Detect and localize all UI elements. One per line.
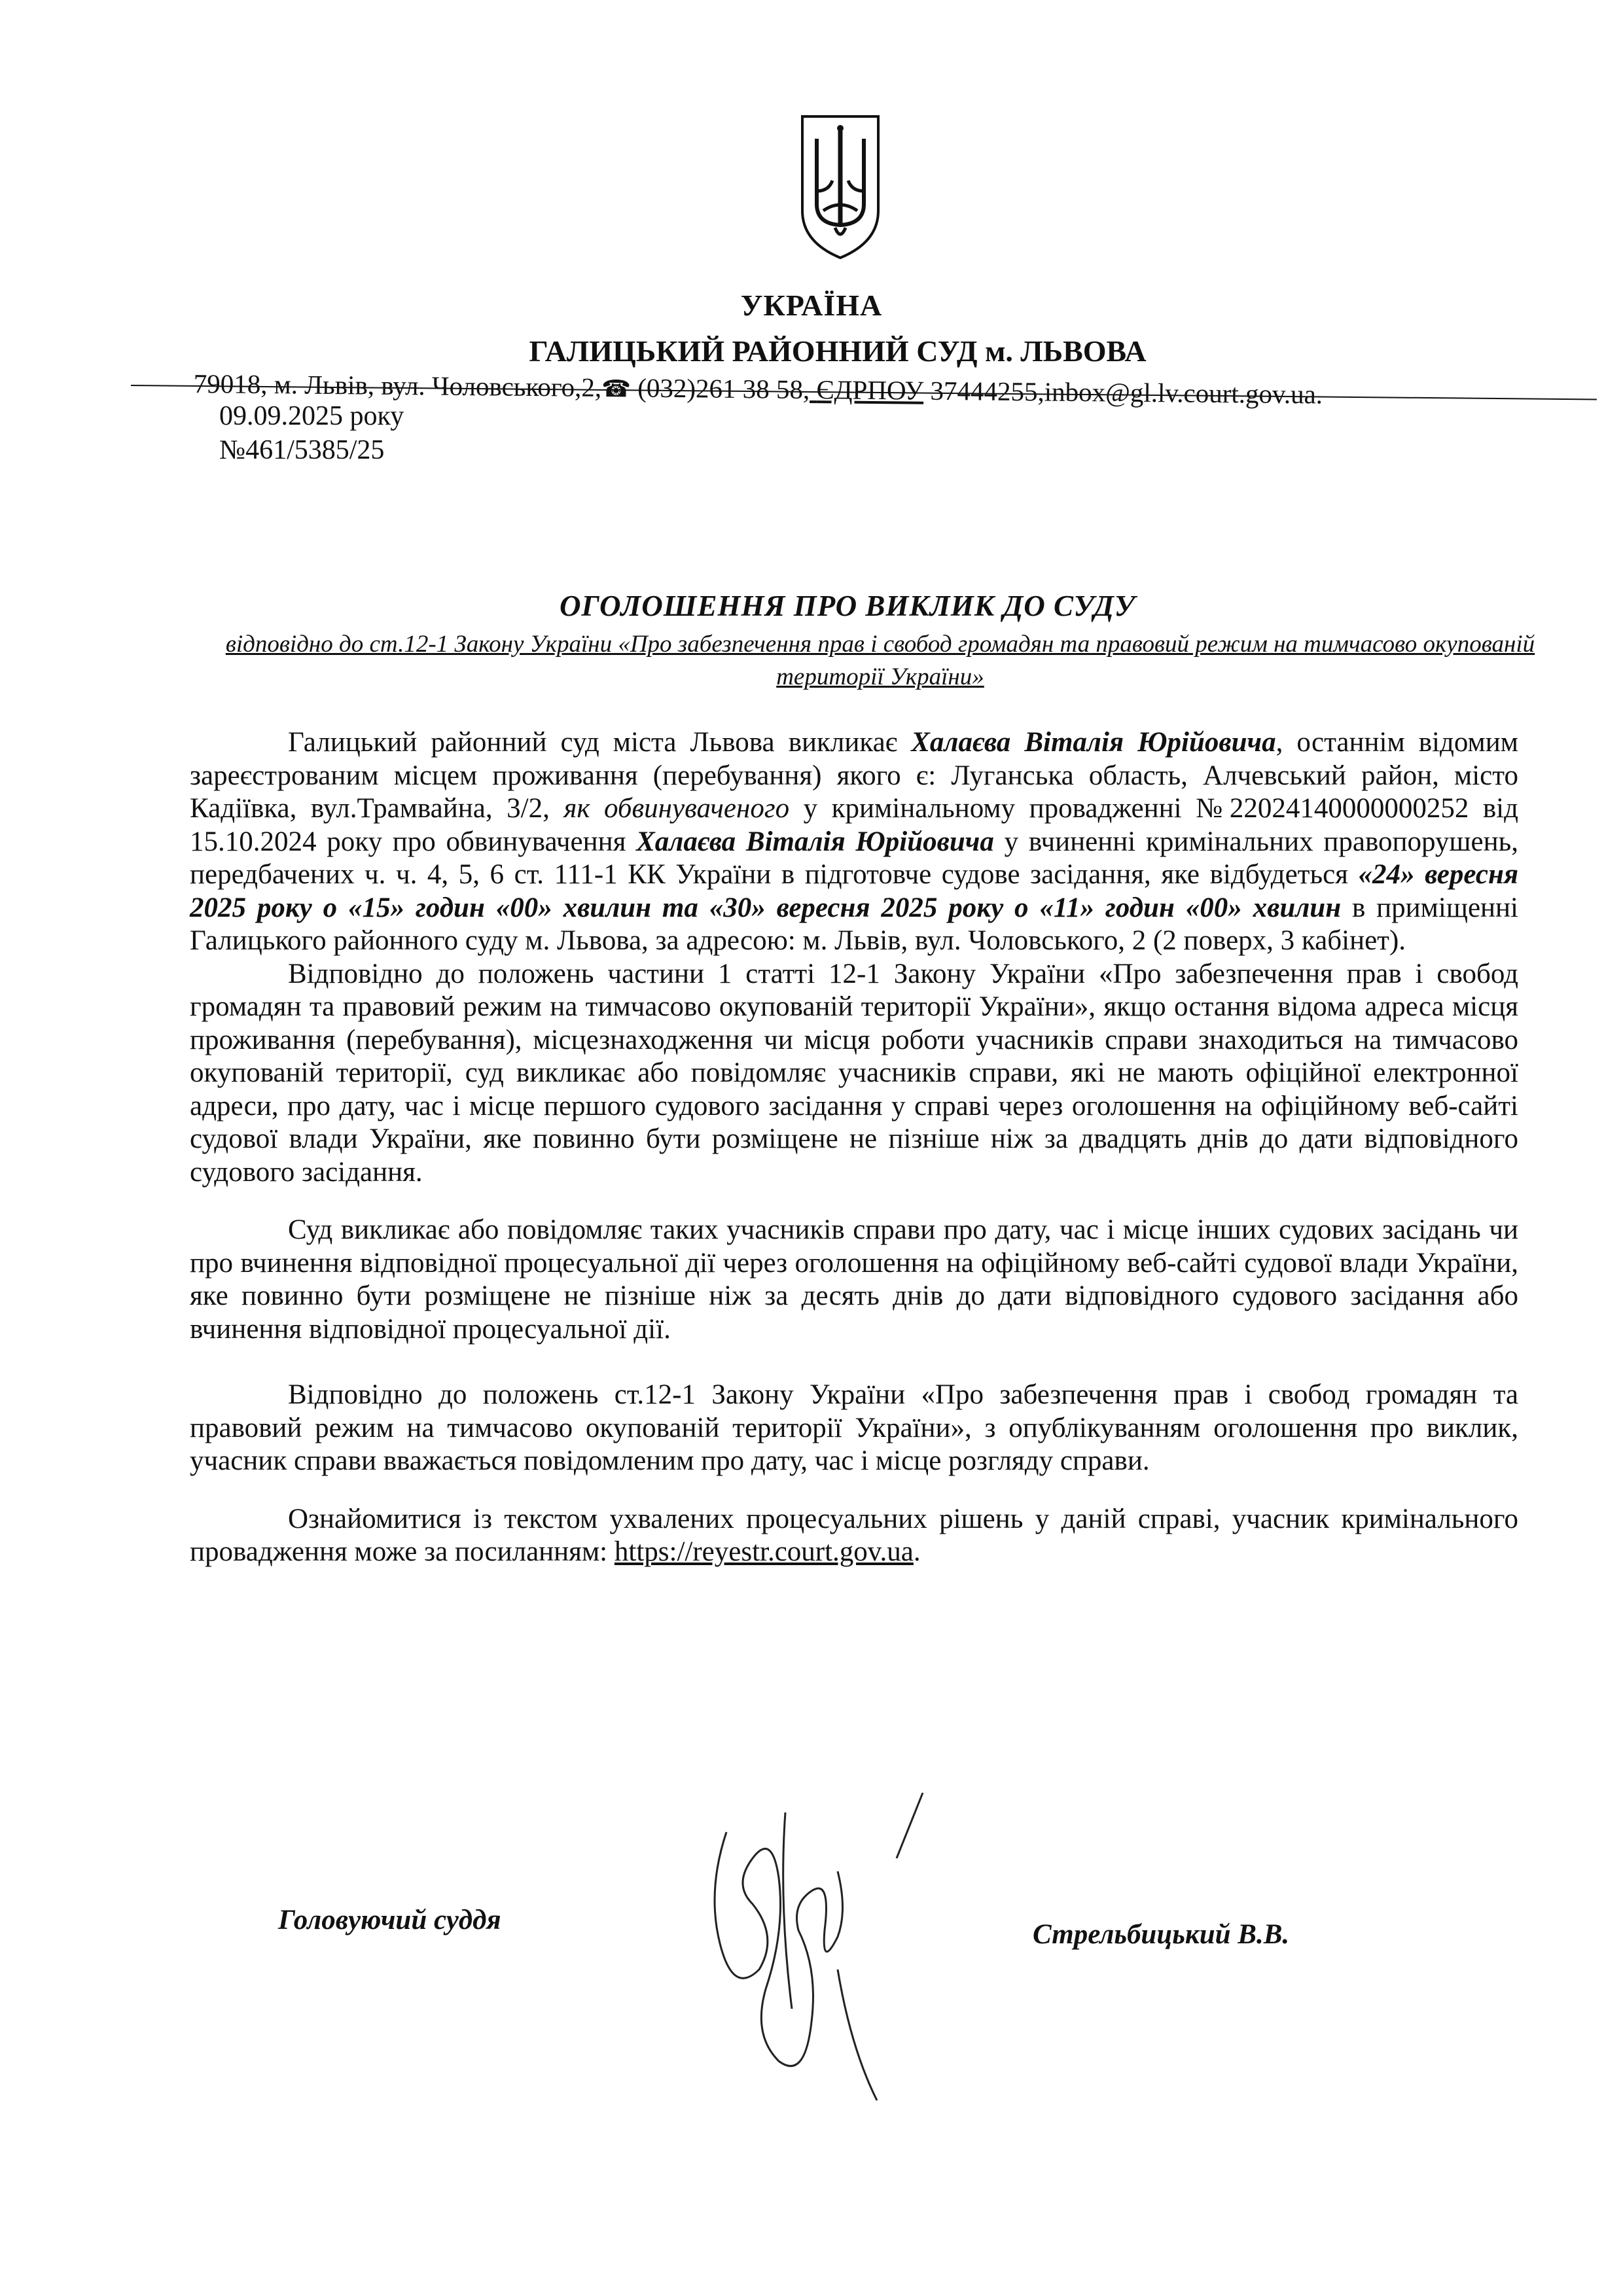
defendant-name-2: Халаєва Віталія Юрійовича bbox=[636, 826, 994, 857]
court-name-heading: ГАЛИЦЬКИЙ РАЙОННИЙ СУД м. ЛЬВОВА bbox=[529, 334, 1147, 368]
document-subtitle: відповідно до ст.12-1 Закону України «Про забезпечення прав і свобод громадян та правовий режим на тимчасово окупованій території України» bbox=[225, 631, 1535, 690]
phone-number: (032)261 38 58 bbox=[637, 372, 804, 404]
document-body bbox=[190, 726, 1518, 1569]
hearing-datetime: «24» вересня 2025 року о «15» годин «00» хвилин та «30» вересня 2025 року о «11» годин «00» хвилин bbox=[190, 859, 1518, 923]
presiding-judge-label: Головуючий суддя bbox=[278, 1905, 501, 1935]
edrpou-label: ЄДРПОУ bbox=[816, 374, 924, 406]
edrpou-and-email: 37444255,inbox@gl.lv.court.gov.ua. bbox=[923, 375, 1323, 410]
register-link[interactable]: https://reyestr.court.gov.ua bbox=[614, 1536, 914, 1567]
paragraph-law-reference: Відповідно до положень частини 1 статті 12-1 Закону України «Про забезпечення прав і свобод громадян та правовий режим на тимчасово окупованій території України», якщо остання відома адреса місця проживання (перебування), місцезнаходження чи місця роботи учасників справи знаходиться на тимчасово окупованій території, суд викликає або повідомляє учасників справи, які не мають офіційної електронної адреси, про дату, час і місце першого судового засідання у справі через оголошення на офіційному веб-сайті судової влади України, яке повинно бути розміщене не пізніше ніж за двадцять днів до дати відповідного судового засідання. bbox=[190, 958, 1518, 1188]
country-heading: УКРАЇНА bbox=[740, 289, 883, 322]
telephone-icon: ☎ bbox=[601, 375, 632, 403]
judge-name: Стрельбицький В.В. bbox=[1033, 1919, 1290, 1950]
paragraph-publication: Відповідно до положень ст.12-1 Закону України «Про забезпечення прав і свобод громадян та правовий режим на тимчасово окупованій території України», з опублікуванням оголошення про виклик, учасник справи вважається повідомленим про дату, час і місце розгляду справи. bbox=[190, 1379, 1518, 1476]
paragraph-summons: Галицький районний суд міста Львова викликає Халаєва Віталія Юрійовича, останнім відомим зареєстрованим місцем проживання (перебування) якого є: Луганська область, Алчевський район, місто Кадіївка, вул.Трамвайна, 3/2, як обвинуваченого у кримінальному провадженні №22024140000000252 від 15.10.2024 року про обвинувачення Халаєва Віталія Юрійовича у вчиненні кримінальних правопорушень, передбачених ч. ч. 4, 5, 6 ст. 111-1 КК України в підготовче судове засідання, яке відбудеться «24» вересня 2025 року о «15» годин «00» хвилин та «30» вересня 2025 року о «11» годин «00» хвилин в приміщенні Галицького районного суду м. Львова, за адресою: м. Львів, вул. Чоловського, 2 (2 поверх, 3 кабінет). bbox=[190, 727, 1518, 956]
document-number: №461/5385/25 bbox=[219, 435, 385, 465]
document-title: ОГОЛОШЕННЯ ПРО ВИКЛИК ДО СУДУ bbox=[559, 590, 1136, 622]
coat-of-arms-icon bbox=[797, 113, 883, 262]
handwritten-signature bbox=[681, 1773, 955, 2113]
defendant-role: як обвинуваченого bbox=[563, 793, 790, 824]
defendant-name: Халаєва Віталія Юрійовича bbox=[911, 727, 1276, 758]
document-date: 09.09.2025 року bbox=[219, 401, 404, 431]
court-address-line: 79018, м. Львів, вул. Чоловського,2,☎ (032)261 38 58, ЄДРПОУ 37444255,inbox@gl.lv.court.gov.ua. bbox=[193, 368, 1323, 410]
address-text: 79018, м. Львів, вул. Чоловського,2, bbox=[193, 368, 602, 402]
paragraph-notification: Суд викликає або повідомляє таких учасників справи про дату, час і місце інших судових засідань чи про вчинення відповідної процесуальної дії через оголошення на офіційному веб-сайті судової влади України, яке повинно бути розміщене не пізніше ніж за десять днів до дати відповідного судового засідання або вчинення відповідної процесуальної дії. bbox=[190, 1214, 1518, 1345]
paragraph-register: Ознайомитися із текстом ухвалених процесуальних рішень у даній справі, учасник кримінального провадження може за посиланням: https://reyestr.court.gov.ua. bbox=[190, 1503, 1518, 1567]
